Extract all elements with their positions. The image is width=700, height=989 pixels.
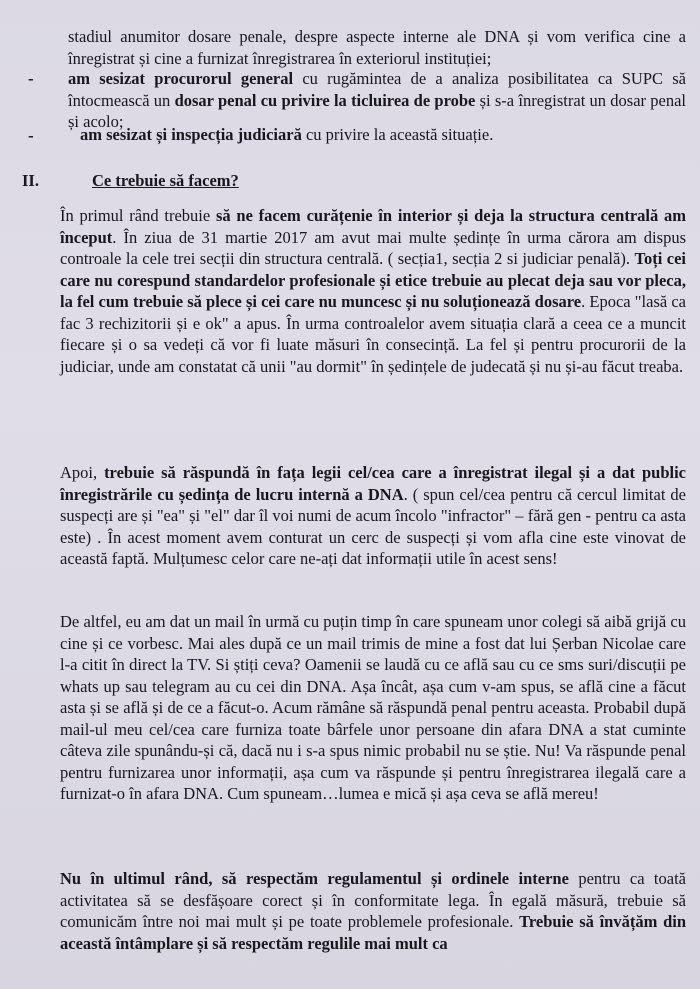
bullet-item-2 bbox=[80, 124, 686, 146]
bullet-1-bold-mid: dosar penal cu privire la ticluirea de probe bbox=[174, 90, 476, 110]
bullet-item-1 bbox=[68, 68, 686, 133]
p3-text: De altfel, eu am dat un mail în urmă cu puțin timp în care spuneam unor colegi să aibă grijă cu cine și ce vorbesc. Mai ales după ce un mail trimis de mine a fost dat lui Șerban Nicolae care l-a citit în direct la TV. Si știți ceva? Oamenii se laudă cu ce află sau cu ce sms suri/discuții pe whats up sau telegram au cu cei din DNA. Așa încât, așa cum v-am spus, se află cine a făcut asta și se află și de ce a făcut-o. Acum rămâne să răspundă penal pentru aceasta. Probabil după mail-ul meu cel/cea care furniza toate bârfele unor persoane din afara DNA a stat cuminte câteva zile spunându-și că, dacă nu i s-a spus nimic probabil nu se știe. Nu! Va răspunde penal pentru furnizarea unor informații, așa cum va răspunde și pentru înregistrarea ilegală care a furnizat-o în afara DNA. Cum spuneam…lumea e mică și așa ceva se află mereu! bbox=[60, 612, 686, 803]
bullet-marker: - bbox=[28, 126, 34, 145]
section-number: II. bbox=[22, 171, 39, 190]
p4-text-1: pentru ca toată activitatea să se desfășoare corect și în conformitate lega. În egală măsură, trebuie să comunicăm între noi mai mult și pe toate problemele profesionale. bbox=[60, 869, 687, 931]
intro-paragraph bbox=[68, 26, 686, 69]
intro-text: stadiul anumitor dosare penale, despre aspecte interne ale DNA și vom verifica cine a înregistrat și cine a furnizat înregistrarea în exteriorul instituției; bbox=[68, 27, 686, 68]
paragraph-1 bbox=[60, 205, 686, 377]
bullet-1-lead: am sesizat procurorul general bbox=[68, 69, 294, 88]
paragraph-4 bbox=[60, 868, 686, 954]
p1-bold-1: să ne facem curățenie în interior și deja la structura centrală am început bbox=[60, 206, 686, 247]
p2-text-1: Apoi, bbox=[60, 463, 105, 482]
p1-text-3: . Epoca "lasă ca fac 3 rechizitorii și e ok" a apus. În urma controalelor avem situația clară a ceea ce a muncit fiecare și o sa vedeți că vor fi luate măsuri în consecință. La fel și pentru procurorii de la judiciar, unde am constatat că unii "au dormit" în ședințele de judecată și nu și-au făcut treaba. bbox=[60, 292, 686, 376]
p2-text-2: . ( spun cel/cea pentru că cercul limitat de suspecți are și "ea" și "el" dar îl voi numi de acum încolo "infractor" – fără gen - pentru ca asta este) . În acest moment avem conturat un cerc de suspecți și vom afla cine este vinovat de această faptă. Mulțumesc celor care ne-ați dat informații utile în acest sens! bbox=[60, 484, 686, 568]
paragraph-2 bbox=[60, 462, 686, 570]
p4-bold-2: Trebuie să învățăm din această întâmplare și să respectăm regulile mai mult ca bbox=[60, 912, 687, 953]
section-title: Ce trebuie să facem? bbox=[92, 171, 239, 190]
bullet-2-lead: am sesizat și inspecția judiciară bbox=[80, 125, 302, 144]
p1-bold-2: Toți cei care nu corespund standardelor profesionale și etice trebuie au plecat deja sau vor pleca, la fel cum trebuie să plece și cei care nu muncesc și nu soluționează dosare bbox=[60, 249, 686, 311]
paragraph-3 bbox=[60, 611, 686, 805]
p4-bold-1: Nu în ultimul rând, să respectăm regulamentul și ordinele interne bbox=[60, 869, 569, 888]
bullet-1-text-b: și s-a înregistrat un dosar penal și acolo; bbox=[68, 90, 687, 131]
bullet-marker: - bbox=[28, 69, 34, 88]
p1-text-1: În primul rând trebuie bbox=[60, 206, 216, 225]
bullet-2-text: cu privire la această situație. bbox=[301, 125, 494, 144]
bullet-1-text-a: cu rugămintea de a analiza posibilitatea ca SUPC să întocmească un bbox=[68, 69, 686, 110]
p1-text-2: . În ziua de 31 martie 2017 am avut mai multe ședințe în urma cărora am dispus controale la cele trei secții din structura centrală. ( secția1, secția 2 si judiciar penală). bbox=[60, 227, 686, 268]
p2-bold-1: trebuie să răspundă în fața legii cel/cea care a înregistrat ilegal și a dat public înregistrările cu ședința de lucru internă a DNA bbox=[60, 463, 687, 504]
